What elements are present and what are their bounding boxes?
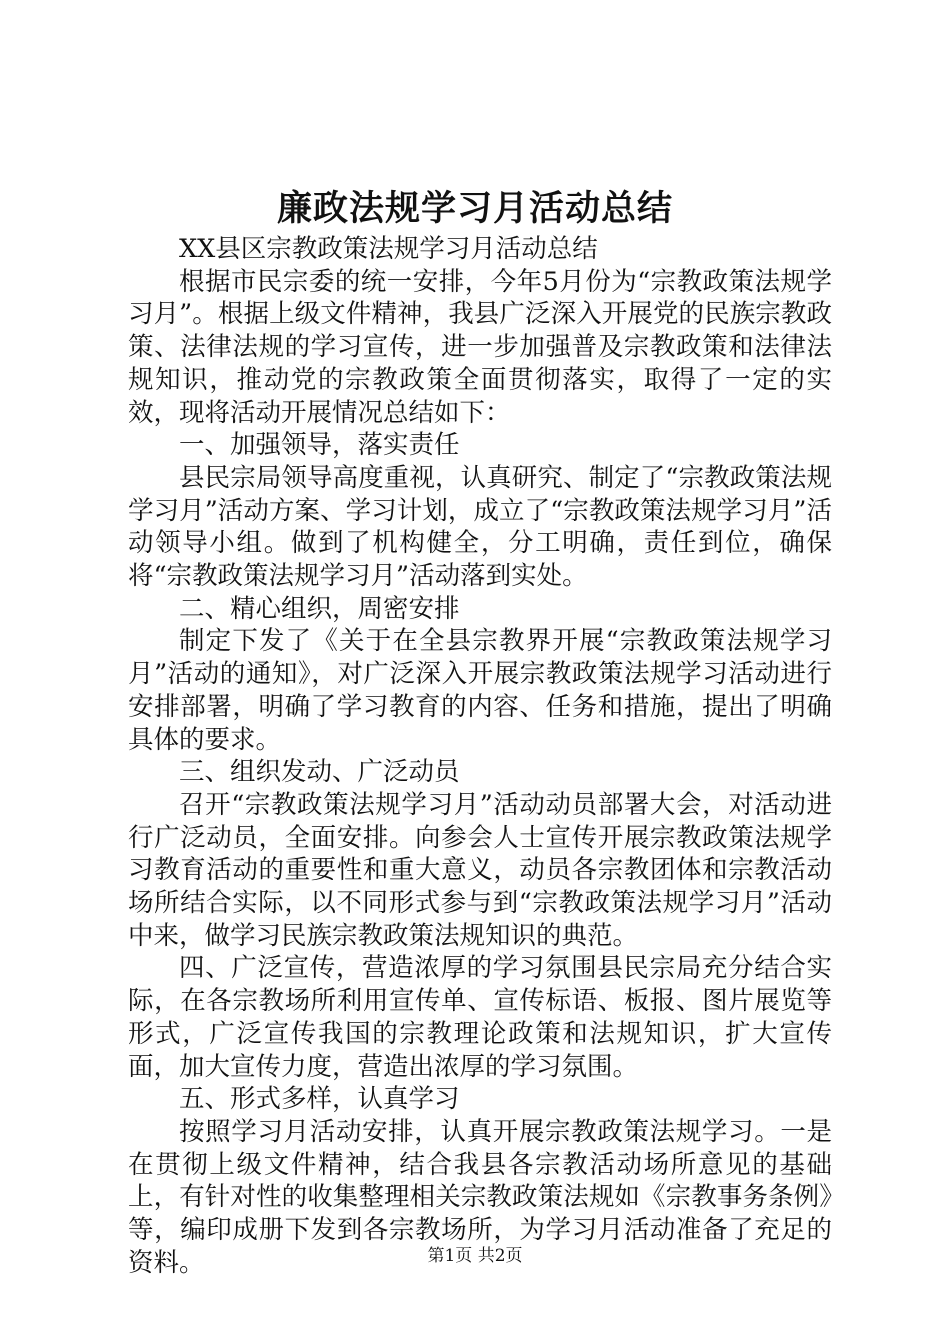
section-paragraph-1: 县民宗局领导高度重视，认真研究、制定了“宗教政策法规学习月”活动方案、学习计划，成立了“宗教政策法规学习月”活动领导小组。做到了机构健全，分工明确，责任到位，确保将“宗教政策法规学习月”活动落到实处。 <box>128 462 832 592</box>
section-heading-5: 五、形式多样，认真学习 <box>179 1084 460 1115</box>
intro-paragraph: 根据市民宗委的统一安排，今年5月份为“宗教政策法规学习月”。根据上级文件精神，我县广泛深入开展党的民族宗教政策、法律法规的学习宣传，进一步加强普及宗教政策和法律法规知识，推动党的宗教政策全面贯彻落实，取得了一定的实效，现将活动开展情况总结如下： <box>128 266 832 428</box>
section-paragraph-5: 按照学习月活动安排，认真开展宗教政策法规学习。一是在贯彻上级文件精神，结合我县各宗教活动场所意见的基础上，有针对性的收集整理相关宗教政策法规如《宗教事务条例》等，编印成册下发到各宗教场所，为学习月活动准备了充足的资料。 <box>128 1116 832 1278</box>
section-heading-2: 二、精心组织，周密安排 <box>179 593 460 624</box>
section-heading-1: 一、加强领导，落实责任 <box>179 430 460 461</box>
document-title: 廉政法规学习月活动总结 <box>276 188 673 229</box>
document-body <box>128 233 832 1280</box>
section-paragraph-3: 召开“宗教政策法规学习月”活动动员部署大会，对活动进行广泛动员，全面安排。向参会人士宣传开展宗教政策法规学习教育活动的重要性和重大意义，动员各宗教团体和宗教活动场所结合实际，以不同形式参与到“宗教政策法规学习月”活动中来，做学习民族宗教政策法规知识的典范。 <box>128 789 832 951</box>
section-heading-3: 三、组织发动、广泛动员 <box>179 757 460 788</box>
section-paragraph-2: 制定下发了《关于在全县宗教界开展“宗教政策法规学习月”活动的通知》，对广泛深入开展宗教政策法规学习活动进行安排部署，明确了学习教育的内容、任务和措施，提出了明确具体的要求。 <box>128 626 832 755</box>
section-paragraph-4: 四、广泛宣传，营造浓厚的学习氛围县民宗局充分结合实际，在各宗教场所利用宣传单、宣传标语、板报、图片展览等形式，广泛宣传我国的宗教理论政策和法规知识，扩大宣传面，加大宣传力度，营造出浓厚的学习氛围。 <box>128 953 832 1082</box>
page-number-footer: 第1页 共2页 <box>427 1246 523 1266</box>
subtitle-paragraph: XX县区宗教政策法规学习月活动总结 <box>179 234 598 264</box>
